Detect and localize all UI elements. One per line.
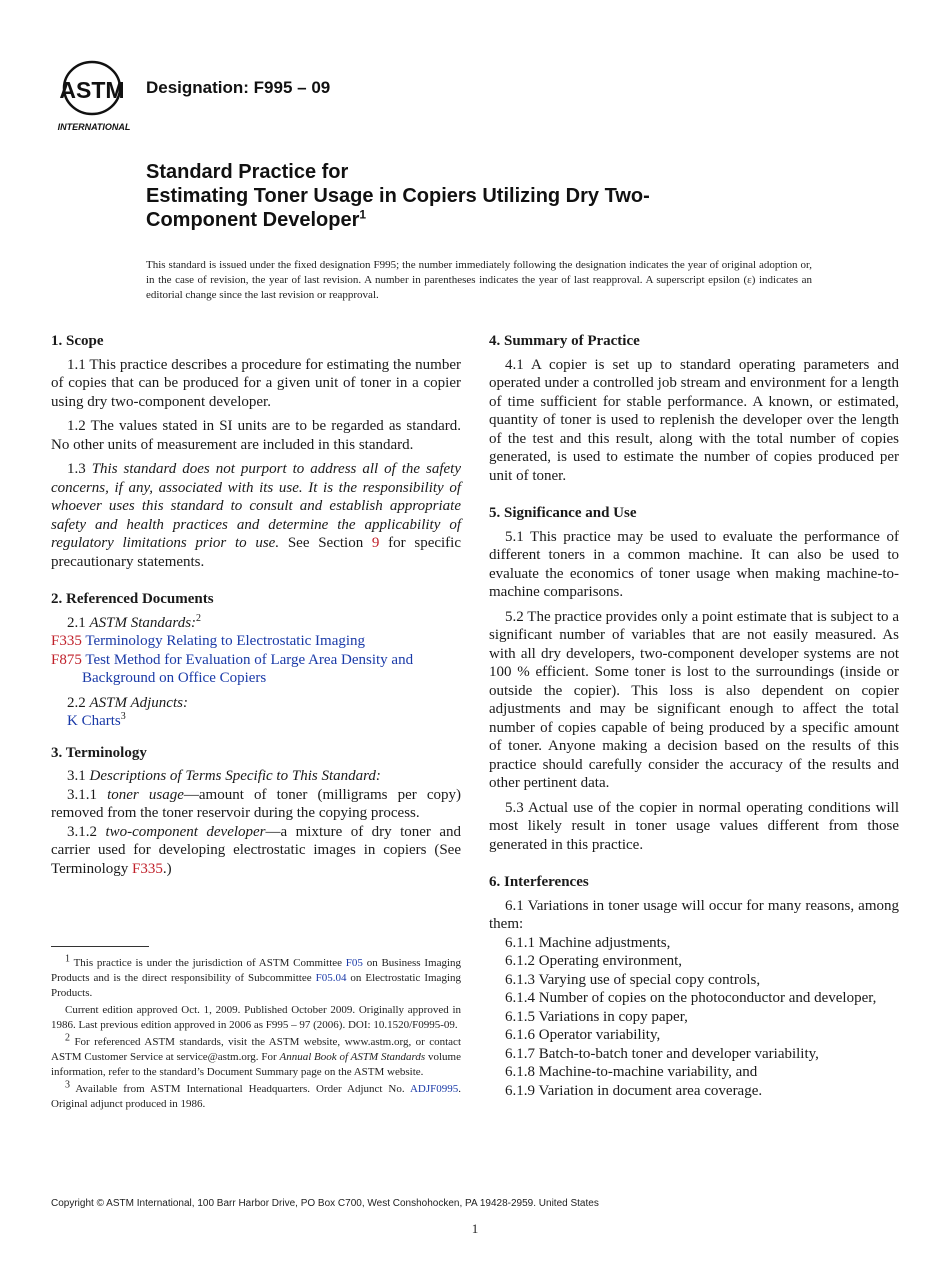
footnote-3: $^3$ Available from ASTM International Headquarters. Order Adjunct No. ADJF0995. Original adjunct produced in 1986.	[51, 1079, 461, 1110]
section-9-link[interactable]: 9	[371, 535, 380, 551]
footnote-ref-3[interactable]: 3	[120, 711, 126, 722]
left-column	[51, 332, 461, 884]
f05-link[interactable]: F05	[345, 957, 363, 969]
title-line-2: Estimating Toner Usage in Copiers Utilizing Dry Two-	[146, 185, 650, 207]
reference-f875[interactable]: F875 Test Method for Evaluation of Large Area Density and	[51, 651, 414, 668]
paragraph-3-1: 3.1 Descriptions of Terms Specific to This Standard:	[67, 768, 381, 784]
section-heading-interferences: 6. Interferences	[489, 874, 589, 890]
title-line-3: Component Developer$^1$	[146, 207, 367, 231]
section-heading-significance: 5. Significance and Use	[489, 505, 637, 521]
list-item: 6.1.2 Operating environment,	[505, 953, 683, 969]
issuance-notice: This standard is issued under the fixed designation F995; the number immediately following the designation indicates the year of original adoption or, in the case of revision, the year of last revision. A number in parentheses indicates the year of last reapproval. A superscript epsilon (ε) indicates an editorial change since the last revision or reapproval.	[146, 259, 812, 301]
list-item: 6.1.3 Varying use of special copy controls,	[505, 971, 761, 988]
paragraph-3-1-1: 3.1.1 toner usage—amount of toner (milligrams per copy) removed from the toner reservoir during the copying process.	[51, 786, 461, 821]
footnote-1: $^1$ This practice is under the jurisdiction of ASTM Committee F05 on Business Imaging Products and is the direct responsibility of Subcommittee F05.04 on Electrostatic Imaging Products.	[51, 953, 462, 999]
paragraph-1-3: 1.3 This standard does not purport to address all of the safety concerns, if any, associated with its use. It is the responsibility of whoever uses this standard to consult and establish appropriate safety and health practices and determine the applicability of regulatory limitations prior to use. See Section 9 for specific precautionary statements.	[51, 461, 462, 570]
list-item: 6.1.1 Machine adjustments,	[505, 934, 671, 951]
section-heading-referenced-documents: 2. Referenced Documents	[51, 591, 214, 607]
reference-f875-continued[interactable]: Background on Office Copiers	[82, 670, 267, 686]
designation: Designation: F995 – 09	[146, 78, 331, 97]
reference-f335[interactable]: F335 Terminology Relating to Electrostatic Imaging	[51, 633, 366, 649]
paragraph-6-1: 6.1 Variations in toner usage will occur for many reasons, among them:	[489, 897, 899, 932]
logo-international: INTERNATIONAL	[57, 122, 131, 132]
paragraph-3-1-2: 3.1.2 two-component developer—a mixture of dry toner and carrier used for developing electrostatic images in copiers (See Terminology F335.)	[51, 823, 462, 877]
footnote-ref-2[interactable]: 2	[196, 612, 202, 624]
paragraph-4-1: 4.1 A copier is set up to standard operating parameters and operated under a controlled job stream and environment for a length of time sufficient for stable performance. A known, or estimated, quantity of toner is used to replenish the developer over the length of the test and this result, along with the total number of copies generated, is used to estimate the number of copies produced per unit of toner.	[489, 356, 899, 484]
section-heading-summary: 4. Summary of Practice	[489, 333, 640, 349]
adjf0995-link[interactable]: ADJF0995	[409, 1083, 459, 1095]
paragraph-1-2: 1.2 The values stated in SI units are to be regarded as standard. No other units of measurement are included in this standard.	[51, 418, 461, 453]
footnote-2: $^2$ For referenced ASTM standards, visit the ASTM website, www.astm.org, or contact ASTM Customer Service at service@astm.org. For Annual Book of ASTM Standards volume information, refer to the standard’s Document Summary page on the ASTM website.	[51, 1032, 461, 1078]
title-footnote-ref[interactable]: 1	[359, 207, 367, 222]
list-item: 6.1.7 Batch-to-batch toner and developer variability,	[505, 1045, 819, 1062]
paragraph-5-1: 5.1 This practice may be used to evaluate the performance of different toners in a common machine. It can also be used to evaluate the economics of toner usage when making machine-to-machine comparisons.	[489, 528, 899, 600]
section-heading-terminology: 3. Terminology	[51, 744, 147, 761]
f335-link[interactable]: F335	[51, 633, 82, 649]
f335-terminology-link[interactable]: F335	[132, 860, 163, 877]
paragraph-5-3: 5.3 Actual use of the copier in normal operating conditions will most likely result in toner usage values different from those generated in this practice.	[489, 799, 899, 853]
page-number: 1	[471, 1221, 479, 1236]
footnote-1-edition: Current edition approved Oct. 1, 2009. Published October 2009. Originally approved in 1986. Last previous edition approved in 2006 as F995 – 97 (2006). DOI: 10.1520/F0995-09.	[51, 1004, 461, 1031]
paragraph-1-1: 1.1 This practice describes a procedure for estimating the number of copies that can be produced for a given unit of toner in a copier using dry two-component developer.	[51, 356, 461, 410]
list-item: 6.1.9 Variation in document area coverage.	[505, 1082, 763, 1099]
f05-04-link[interactable]: F05.04	[315, 972, 347, 984]
paragraph-2-1: 2.1 ASTM Standards:$^2$	[67, 612, 202, 631]
document-title	[146, 160, 846, 232]
astm-logo	[52, 56, 136, 136]
title-line-1: Standard Practice for	[146, 161, 349, 183]
footnote-divider	[51, 946, 149, 947]
section-heading-scope: 1. Scope	[51, 333, 104, 349]
logo-text: ASTM	[59, 77, 125, 103]
list-item: 6.1.6 Operator variability,	[505, 1027, 661, 1043]
adjunct-k-charts[interactable]: K Charts$^3$	[67, 711, 126, 729]
list-item: 6.1.4 Number of copies on the photoconductor and developer,	[505, 990, 877, 1006]
copyright-notice: Copyright © ASTM International, 100 Barr Harbor Drive, PO Box C700, West Conshohocken, PA 19428-2959. United States	[51, 1198, 599, 1209]
right-column	[489, 332, 899, 1100]
footnotes	[51, 953, 462, 1114]
f875-link[interactable]: F875	[51, 651, 82, 668]
paragraph-2-2: 2.2 ASTM Adjuncts:	[67, 694, 188, 711]
list-item: 6.1.5 Variations in copy paper,	[505, 1008, 688, 1025]
paragraph-5-2: 5.2 The practice provides only a point estimate that is subject to a significant number of variables that are not easily measured. As with all dry developers, two-component developer systems are not 100 % efficient. Some toner is lost to the surroundings (inside or outside the copier). This loss is also dependent on copier adjustments and may be significant enough to affect the total number of copies capable of being produced by a specific amount of toner. Anyone making a decision based on the results of this practice should carefully consider the accuracy of the results and other pertinent data.	[489, 608, 899, 791]
list-item: 6.1.8 Machine-to-machine variability, and	[505, 1064, 758, 1080]
